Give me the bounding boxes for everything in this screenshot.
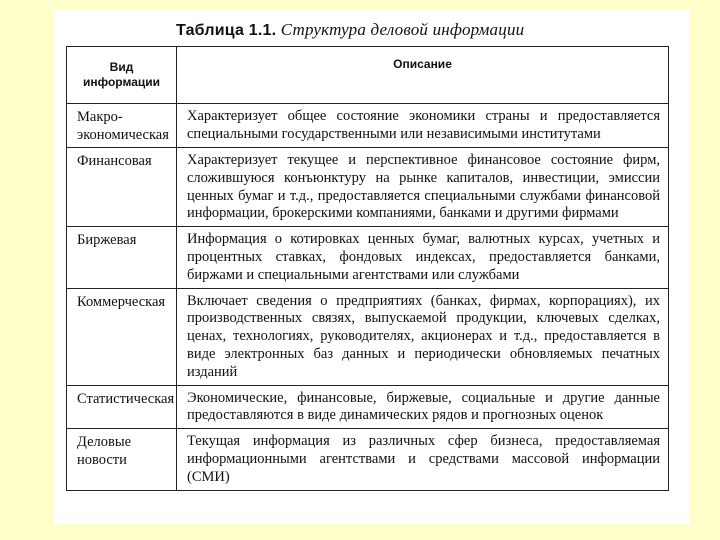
caption-label: Таблица 1.1.	[176, 22, 277, 39]
row-description-cell: Экономические, финансовые, биржевые, социальные и другие данные предоставляются в виде динамических рядов и прогнозных оценок	[177, 385, 669, 429]
table-header-row	[67, 47, 669, 104]
row-type-cell: Статистическая	[67, 385, 177, 429]
row-description-cell: Информация о котировках ценных бумаг, валютных курсах, учетных и процентных ставках, фондовых индексах, предоставляется банками, биржами и специальными агентствами или службами	[177, 227, 669, 288]
row-type-cell: Биржевая	[67, 227, 177, 288]
row-type-cell: Макро-экономическая	[67, 104, 177, 148]
table-row	[67, 385, 669, 429]
row-description-cell: Включает сведения о предприятиях (банках, фирмах, корпорациях), их производственных связях, выпускаемой продукции, ключевых сделках, ценах, технологиях, руководителях, акционерах и т.д., предоставляется в виде электронных баз данных и периодически обновляемых печатных изданий	[177, 288, 669, 385]
table-caption	[176, 20, 524, 40]
row-description-cell: Характеризует общее состояние экономики страны и предоставляется специальными государственными или независимыми институтами	[177, 104, 669, 148]
business-info-table	[66, 46, 669, 491]
table-row	[67, 227, 669, 288]
document-page	[54, 10, 690, 524]
table-row	[67, 148, 669, 227]
header-description: Описание	[177, 47, 669, 104]
row-description-cell: Характеризует текущее и перспективное финансовое состояние фирм, сложившуюся конъюнктуру на рынке капиталов, инвестиции, эмиссии ценных бумаг и т.д., предоставляется специальными службами финансовой информации, брокерскими компаниями, банками и другими фирмами	[177, 148, 669, 227]
table-row	[67, 429, 669, 490]
table-row	[67, 288, 669, 385]
row-description-cell: Текущая информация из различных сфер бизнеса, предоставляемая информационными агентствами и средствами массовой информации (СМИ)	[177, 429, 669, 490]
header-info-type: Вид информации	[67, 47, 177, 104]
table-row	[67, 104, 669, 148]
row-type-cell: Деловые новости	[67, 429, 177, 490]
caption-title: Структура деловой информации	[280, 20, 525, 39]
row-type-cell: Финансовая	[67, 148, 177, 227]
row-type-cell: Коммерческая	[67, 288, 177, 385]
